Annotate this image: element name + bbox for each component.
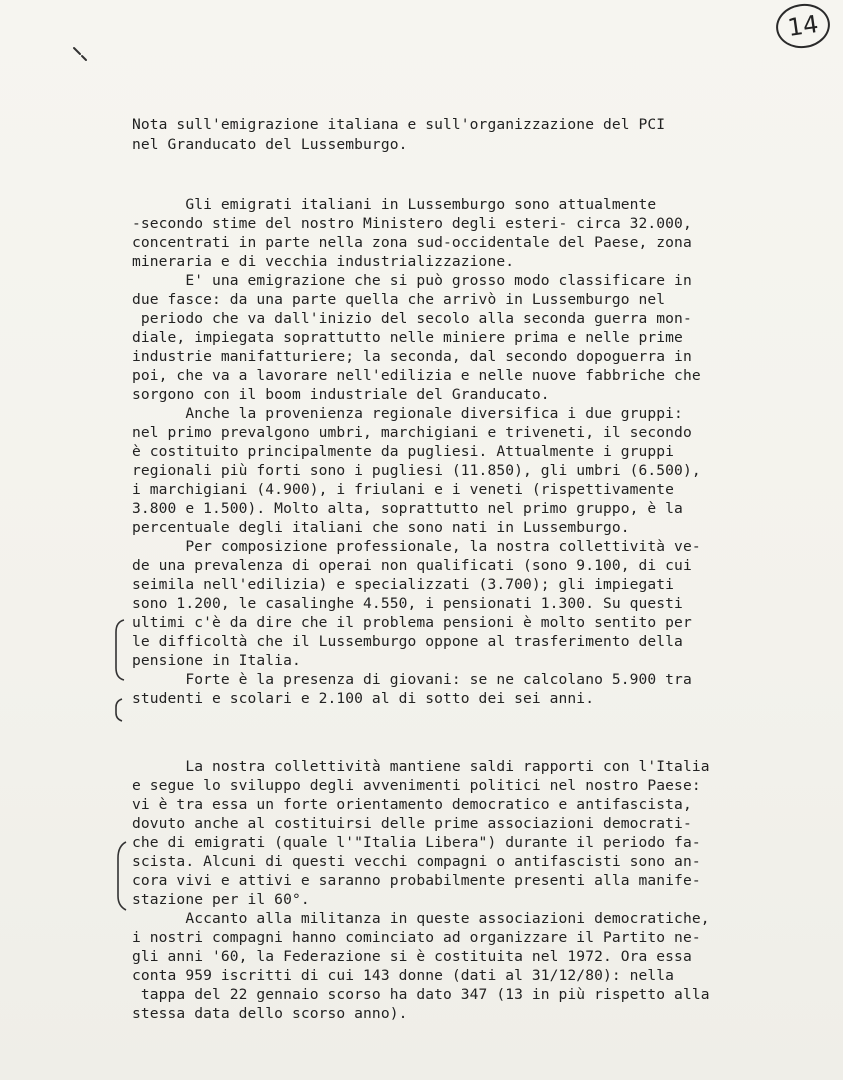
body-line: due fasce: da una parte quella che arrivò in Lussemburgo nel (132, 291, 666, 308)
margin-bracket (114, 840, 130, 912)
body-line: percentuale degli italiani che sono nati in Lussemburgo. (132, 519, 630, 536)
body-line: Per composizione professionale, la nostra collettività ve- (132, 538, 701, 555)
body-line: studenti e scolari e 2.100 al di sotto dei sei anni. (132, 690, 595, 707)
body-line: le difficoltà che il Lussemburgo oppone al trasferimento della (132, 633, 683, 650)
margin-bracket (112, 697, 126, 723)
body-line: Forte è la presenza di giovani: se ne calcolano 5.900 tra (132, 671, 692, 688)
page-number: 14 (785, 10, 821, 42)
body-line: stazione per il 60°. (132, 891, 310, 908)
body-line: nel primo prevalgono umbri, marchigiani e triveneti, il secondo (132, 424, 692, 441)
body-line: mineraria e di vecchia industrializzazione. (132, 253, 515, 270)
title-line: Nota sull'emigrazione italiana e sull'organizzazione del PCI (132, 116, 666, 133)
body-line: poi, che va a lavorare nell'edilizia e nelle nuove fabbriche che (132, 367, 701, 384)
page-number-circle (773, 0, 833, 51)
body-line: Gli emigrati italiani in Lussemburgo sono attualmente (132, 196, 657, 213)
body-line: 3.800 e 1.500). Molto alta, soprattutto nel primo gruppo, è la (132, 500, 683, 517)
margin-bracket (112, 618, 128, 682)
body-line: stessa data dello scorso anno). (132, 1005, 408, 1022)
title-line: nel Granducato del Lussemburgo. (132, 136, 408, 153)
body-line: pensione in Italia. (132, 652, 301, 669)
body-line: ultimi c'è da dire che il problema pensioni è molto sentito per (132, 614, 692, 631)
body-line: e segue lo sviluppo degli avvenimenti politici nel nostro Paese: (132, 777, 701, 794)
body-line: i nostri compagni hanno cominciato ad organizzare il Partito ne- (132, 929, 701, 946)
body-line: che di emigrati (quale l'"Italia Libera") durante il periodo fa- (132, 834, 701, 851)
pen-mark (72, 46, 90, 64)
body-line: de una prevalenza di operai non qualificati (sono 9.100, di cui (132, 557, 692, 574)
body-line: regionali più forti sono i pugliesi (11.850), gli umbri (6.500), (132, 462, 701, 479)
body-line: concentrati in parte nella zona sud-occidentale del Paese, zona (132, 234, 692, 251)
body-line: Anche la provenienza regionale diversifica i due gruppi: (132, 405, 683, 422)
body-line: -secondo stime del nostro Ministero degli esteri- circa 32.000, (132, 215, 692, 232)
body-line: Accanto alla militanza in queste associazioni democratiche, (132, 910, 710, 927)
body-line: scista. Alcuni di questi vecchi compagni o antifascisti sono an- (132, 853, 701, 870)
body-line: vi è tra essa un forte orientamento democratico e antifascista, (132, 796, 692, 813)
body-line: La nostra collettività mantiene saldi rapporti con l'Italia (132, 758, 710, 775)
body-line: industrie manifatturiere; la seconda, dal secondo dopoguerra in (132, 348, 692, 365)
body-line: periodo che va dall'inizio del secolo alla seconda guerra mon- (132, 310, 692, 327)
body-line: dovuto anche al costituirsi delle prime associazioni democrati- (132, 815, 692, 832)
body-line: conta 959 iscritti di cui 143 donne (dati al 31/12/80): nella (132, 967, 675, 984)
body-line: cora vivi e attivi e saranno probabilmente presenti alla manife- (132, 872, 701, 889)
body-line: sono 1.200, le casalinghe 4.550, i pensionati 1.300. Su questi (132, 595, 683, 612)
body-line: E' una emigrazione che si può grosso modo classificare in (132, 272, 692, 289)
body-line: i marchigiani (4.900), i friulani e i veneti (rispettivamente (132, 481, 675, 498)
body-line: seimila nell'edilizia) e specializzati (3.700); gli impiegati (132, 576, 675, 593)
body-line: è costituito principalmente da pugliesi. Attualmente i gruppi (132, 443, 675, 460)
body-line: sorgono con il boom industriale del Granducato. (132, 386, 550, 403)
body-line: gli anni '60, la Federazione si è costituita nel 1972. Ora essa (132, 948, 692, 965)
body-line: diale, impiegata soprattutto nelle miniere prima e nelle prime (132, 329, 683, 346)
body-line: tappa del 22 gennaio scorso ha dato 347 (13 in più rispetto alla (132, 986, 710, 1003)
